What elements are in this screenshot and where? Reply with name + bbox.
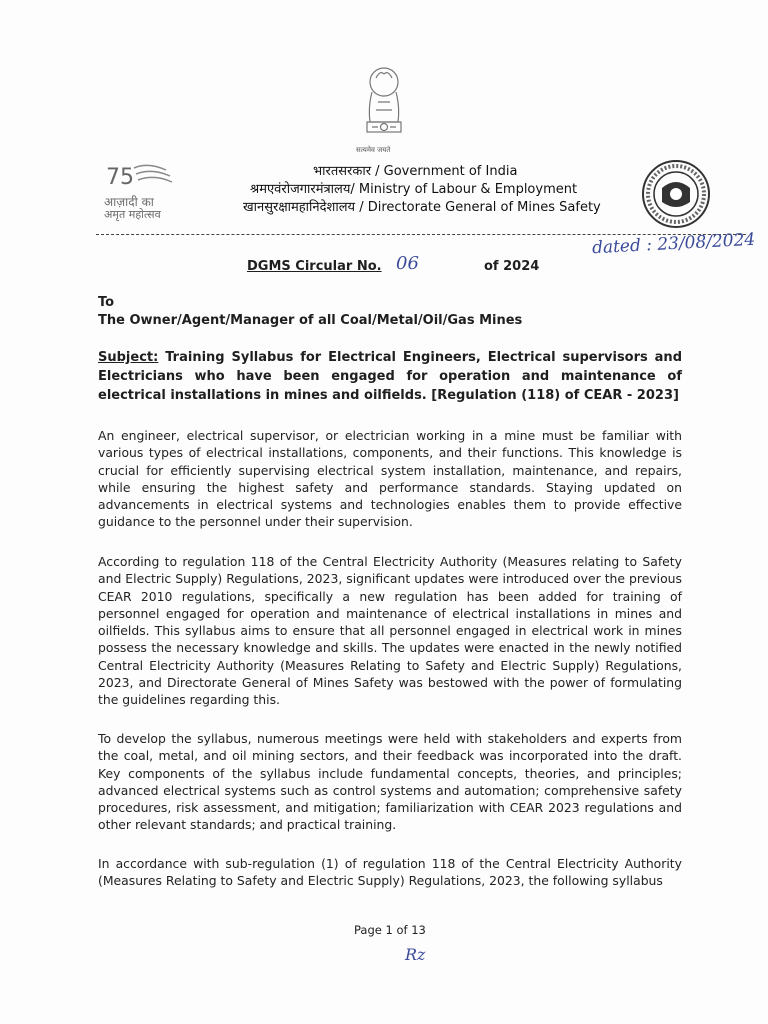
body-paragraph-4: In accordance with sub-regulation (1) of regulation 118 of the Central Electricity Authority (Measures Relating to Safety and Electric Supply) Regulations, 2023, the following syllabus [98, 856, 682, 889]
azadi-text-line1: आज़ादी का [104, 195, 154, 209]
directorate-line: खानसुरक्षामहानिदेशालय / Directorate General of Mines Safety [243, 200, 601, 215]
gov-india-line: भारतसरकार / Government of India [313, 164, 518, 179]
body-paragraph-2: According to regulation 118 of the Central Electricity Authority (Measures relating to Safety and Electric Supply) Regulations, 2023, significant updates were introduced over the previous CEAR 2010 regulations, specifically a new regulation has been added for training of personnel engaged for operation and maintenance of electrical installations in mines and oilfields. This syllabus aims to ensure that all personnel engaged in electrical work in mines possess the necessary knowledge and skills. The updates were enacted in the newly notified Central Electricity Authority (Measures Relating to Safety and Electric Supply) Regulations, 2023, and Directorate General of Mines Safety was bestowed with the power of formulating the guidelines regarding this. [98, 554, 682, 708]
emblem-caption: सत्यमेव जयते [356, 146, 391, 154]
subject-label: Subject: [98, 350, 159, 365]
handwritten-initials: Rz [405, 945, 426, 964]
subject-block [98, 348, 682, 405]
circular-number: 06 [396, 253, 419, 274]
address-to: To [98, 295, 115, 310]
handwritten-date: dated : 23/08/2024 [591, 229, 756, 259]
azadi-text-line2: अमृत महोत्सव [104, 208, 161, 221]
circular-year: of 2024 [484, 259, 540, 274]
page-number: Page 1 of 13 [354, 923, 426, 937]
dgms-seal-icon [640, 158, 712, 230]
body-paragraph-3: To develop the syllabus, numerous meetings were held with stakeholders and experts from the coal, metal, and oil mining sectors, and their feedback was incorporated into the draft. Key components of the syllabus include fundamental concepts, theories, and principles; advanced electrical systems such as control systems and automation; comprehensive safety procedures, risk assessment, and mitigation; familiarization with CEAR 2023 regulations and other relevant standards; and practical training. [98, 731, 682, 833]
subject-text: Training Syllabus for Electrical Engineers, Electrical supervisors and Electricians who have been engaged for operation and maintenance of electrical installations in mines and oilfields. [Regulation (118) of CEAR - 2023] [98, 350, 682, 403]
body-paragraph-1: An engineer, electrical supervisor, or electrician working in a mine must be familiar with various types of electrical installations, components, and their functions. This knowledge is crucial for efficiently supervising electrical system installation, maintenance, and repairs, while ensuring the highest safety and performance standards. Staying updated on advancements in electrical systems and technologies enables them to provide effective guidance to the personnel under their supervision. [98, 428, 682, 530]
circular-label: DGMS Circular No. [247, 259, 382, 274]
address-recipients: The Owner/Agent/Manager of all Coal/Metal/Oil/Gas Mines [98, 313, 523, 328]
ministry-line: श्रमएवंरोजगारमंत्रालय/ Ministry of Labour & Employment [250, 182, 578, 197]
svg-text:75: 75 [106, 165, 134, 190]
national-emblem-icon [358, 62, 410, 154]
